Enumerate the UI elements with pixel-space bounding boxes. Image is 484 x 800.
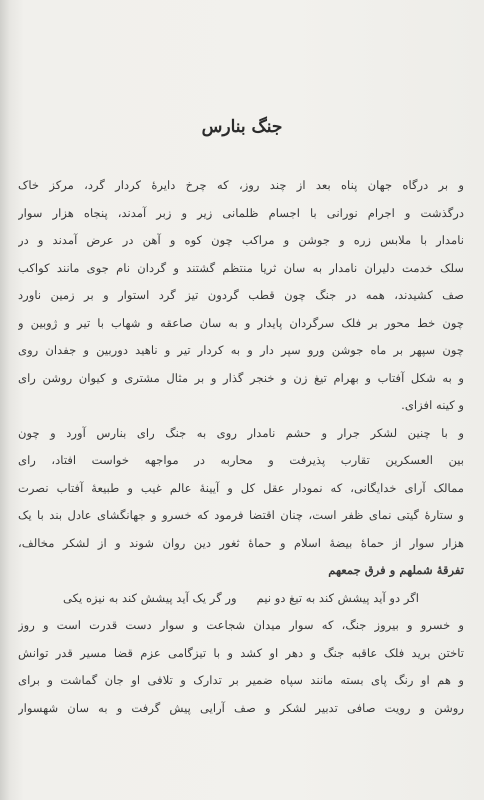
text-line: روشن و رویت صافی تدبیر لشکر و صف آرایی پیش گرفت و به سان شهسوار (18, 700, 464, 715)
body-text (18, 172, 464, 722)
text-line: درگذشت و اجرام نورانی با اجسام ظلمانی زیر و زبر آمدند، پنجاه هزار سوار (18, 205, 464, 220)
text-line: و هم او رنگ پای بسته مانند سپاه ضمیر بر تدارک و تلافی او جان گماشت و برای (18, 673, 464, 687)
text-line: چون خط محور بر فلک سرگردان پایدار و به سان صاعقه و شهاب با تیر و ژوبین و (18, 315, 464, 330)
text-line: بین العسکرین تقارب پذیرفت و محاربه در مواجهه خواست افتاد، رای (18, 453, 464, 467)
text-line: هزار سوار از حماهٔ بیضهٔ اسلام و حماهٔ ثغور دین روان شوند و از لشکر مخالف، (18, 535, 464, 550)
text-line: و کینه افزای. (401, 398, 464, 412)
text-line: و خسرو و بیروز جنگ، که سوار میدان شجاعت و سوار دست قدرت است و روز (18, 618, 464, 632)
text-line: چون سپهر بر ماه جوشن ورو سپر دار و به کردار تیر و ناهید دوربین و جفدان روی (18, 343, 464, 357)
verse-hemistich-right: اگر دو آید پیشش کند به تیغ دو نیم (256, 590, 420, 605)
text-line: نامدار با ملابس زره و جوشن و مراکب چون کوه و آهن در عرض آمدند و در (18, 233, 464, 247)
text-line: تاختن برید فلک عاقبه جنگ و دهر او کشد و با تیزگامی عزم قضا مسیر قدر توانش (18, 645, 464, 660)
text-line: و بر درگاه جهان پناه بعد از چند روز، که چرخ دایرهٔ کردار گرد، مرکز خاک (18, 178, 464, 192)
emphasized-phrase: تفرقهٔ شملهم و فرق جمعهم (328, 563, 464, 577)
text-line: و ستارهٔ گیتی نمای ظفر است، چنان اقتضا فرمود که خسرو و جهانگشای عادل بند با یک (18, 508, 464, 522)
text-line: ممالک آرای خدایگانی، که نمودار عقل کل و آیینهٔ عالم غیب و طبیعهٔ آفتاب نصرت (18, 480, 464, 495)
text-line: و با چنین لشکر جرار و حشم نامدار روی به جنگ رای بنارس آورد و چون (18, 425, 464, 440)
text-line: و به شکل آفتاب و بهرام تیغ زن و خنجر گذار و بر مثال مشتری و کیوان روشن رای (18, 370, 464, 385)
text-line: صف کشیدند، همه در جنگ چون قطب گردون تیز گرد استوار و بر زمین ناورد (18, 288, 464, 302)
verse-hemistich-left: ور گر یک آید پیشش کند به نیزه یکی (62, 590, 237, 605)
text-line: سلک خدمت دلیران نامدار به سان ثریا منتظم گشتند و گردان نام جوی مانند کواکب (18, 260, 464, 275)
verse-couplet (18, 585, 464, 613)
chapter-title: جنگ بنارس (201, 117, 283, 137)
